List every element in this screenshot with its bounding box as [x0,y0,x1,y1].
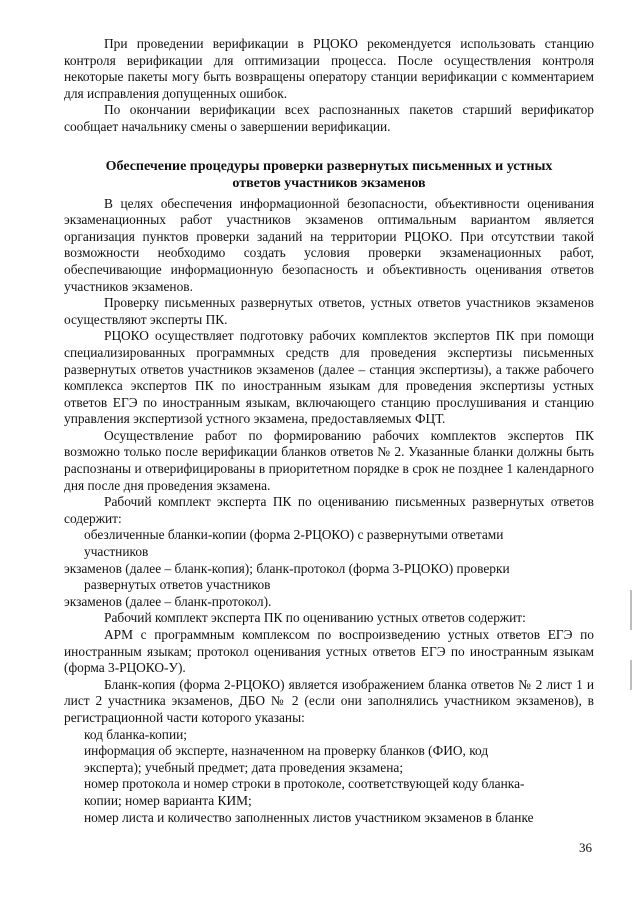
section-heading-line-2: ответов участников экзаменов [232,175,426,191]
paragraph-written-kit: Рабочий комплект эксперта ПК по оцениванию письменных развернутых ответов содержит: [64,494,594,526]
list-item: номер листа и количество заполненных листов участником экзаменов в бланке [84,809,534,825]
paragraph-arm: АРМ с программным комплексом по воспроизведению устных ответов ЕГЭ по иностранным языкам; протокол оценивания устных ответов ЕГЭ по иностранным языкам (форма 3-РЦОКО-У). [64,627,594,676]
list-written-kit [64,527,594,610]
list-item-line: развернутых ответов участников [84,577,271,593]
section-heading-line-1: Обеспечение процедуры проверки развернутых письменных и устных [105,158,553,174]
list-item-line: обезличенные бланки-копии (форма 2-РЦОКО) с развернутыми ответами [84,527,504,543]
paragraph-verification-station: При проведении верификации в РЦОКО рекомендуется использовать станцию контроля верификации для оптимизации процесса. После осуществления контроля некоторые пакеты могу быть возвращены оператору станции верификации с комментарием для исправления допущенных ошибок. [64,36,594,101]
paragraph-rcoko-preparation: РЦОКО осуществляет подготовку рабочих комплектов экспертов ПК при помощи специализированных программных средств для проведения экспертизы письменных развернутых ответов участников экзаменов (далее – станция экспертизы), а также рабочего комплекса экспертов ПК по иностранным языкам для проведения экспертизы устных ответов ЕГЭ по иностранным языкам, включающего станцию прослушивания и станцию управления экспертизой устного экзамена, предоставляемых ФЦТ. [64,328,594,427]
page-number: 36 [579,840,592,855]
list-item: код бланка-копии; [84,726,188,742]
scan-edge-mark [630,590,632,630]
list-item-line: участников [84,544,149,560]
list-item-line: экзаменов (далее – бланк-копия); бланк-протокол (форма 3-РЦОКО) проверки [64,560,510,576]
paragraph-oral-kit: Рабочий комплект эксперта ПК по оцениванию устных ответов содержит: [104,610,526,626]
list-item: номер протокола и номер строки в протоколе, соответствующей коду бланка- [84,776,525,792]
section-heading [64,158,594,192]
paragraph-security: В целях обеспечения информационной безопасности, объективности оценивания экзаменационных работ участников экзаменов оптимальным вариантом является организация пунктов проверки заданий на территории РЦОКО. При отсутствии такой возможности необходимо создать условия проверки экзаменационных работ, обеспечивающие информационную безопасность и объективность оценивания ответов участников экзаменов. [64,195,594,294]
scan-edge-mark [630,660,632,690]
document-page [64,36,594,826]
paragraph-verification-complete: По окончании верификации всех распознанных пакетов старший верификатор сообщает начальнику смены о завершении верификации. [64,102,594,134]
paragraph-blank-copy: Бланк-копия (форма 2-РЦОКО) является изображением бланка ответов № 2 лист 1 и лист 2 участника экзаменов, ДБО № 2 (если они заполнялись участником экзаменов), в регистрационной части которого указаны: [64,676,594,725]
paragraph-experts: Проверку письменных развернутых ответов, устных ответов участников экзаменов осуществляют эксперты ПК. [64,295,594,327]
list-item: копии; номер варианта КИМ; [84,792,252,808]
list-item: информация об эксперте, назначенном на проверку бланков (ФИО, код [84,743,489,759]
list-item-line: экзаменов (далее – бланк-протокол). [64,593,272,609]
paragraph-forming-kits: Осуществление работ по формированию рабочих комплектов экспертов ПК возможно только после верификации бланков ответов № 2. Указанные бланки должны быть распознаны и отверифицированы в приоритетном порядке в срок не позднее 1 календарного дня после дня проведения экзамена. [64,427,594,493]
list-item: эксперта); учебный предмет; дата проведения экзамена; [84,759,404,775]
list-registration-part [64,727,594,827]
